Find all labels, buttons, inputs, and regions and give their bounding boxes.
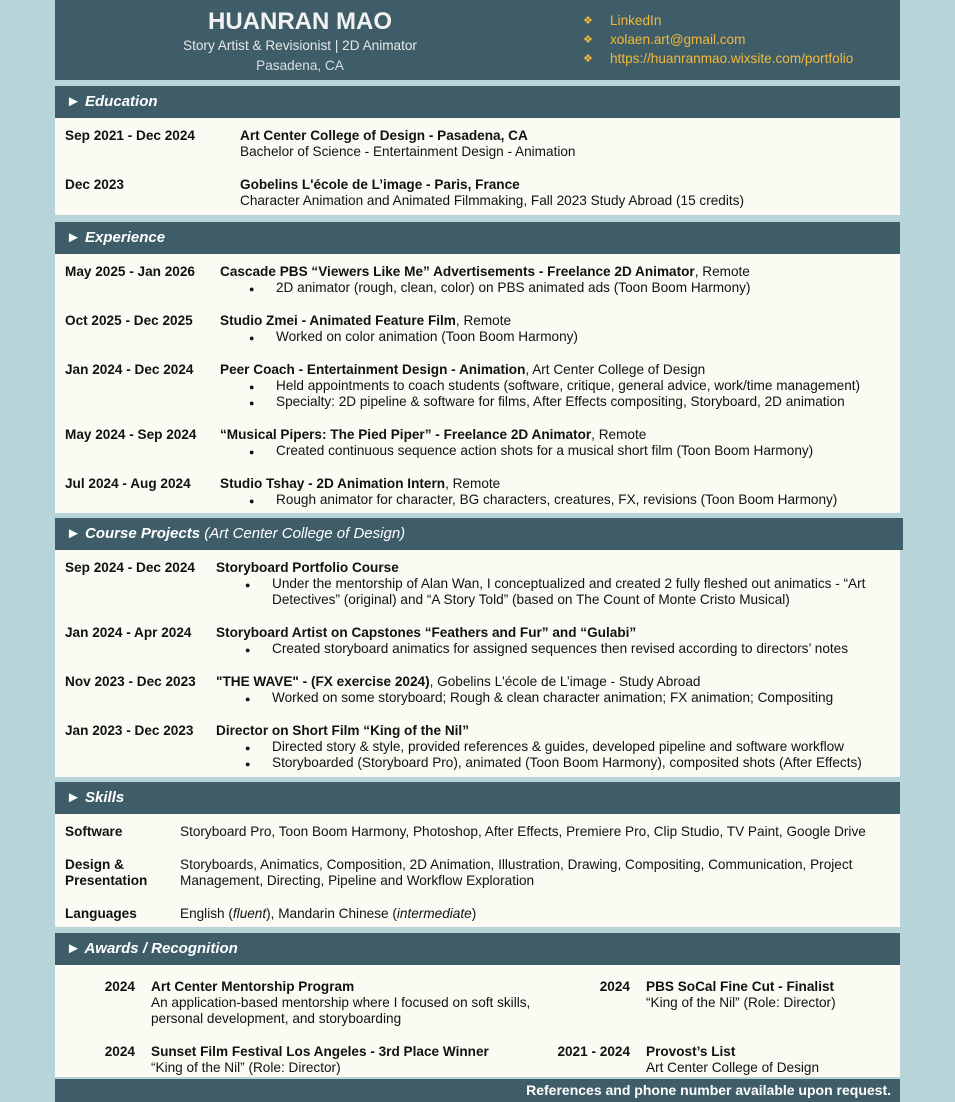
entry: [55, 674, 900, 706]
diamond-bullet-icon: ❖: [583, 34, 593, 46]
location: Pasadena, CA: [256, 58, 344, 73]
entry-title: Cascade PBS “Viewers Like Me” Advertisements - Freelance 2D Animator: [220, 264, 695, 279]
entry-title: Storyboard Artist on Capstones “Feathers and Fur” and “Gulabi”: [216, 625, 637, 640]
entry: [55, 625, 900, 657]
entry-date: Dec 2023: [65, 177, 124, 192]
entry-date: Jan 2023 - Dec 2023: [65, 723, 194, 738]
skill-row: [55, 824, 900, 840]
award-title: Sunset Film Festival Los Angeles - 3rd Place Winner: [151, 1044, 489, 1059]
bullet-item: ● Specialty: 2D pipeline & software for films, After Effects compositing, Storyboard, 2D animation: [276, 394, 900, 410]
skill-label: Software: [65, 824, 123, 839]
entry-location: , Remote: [591, 427, 647, 442]
entry: [55, 723, 900, 771]
entry-title: Art Center College of Design - Pasadena, CA: [240, 128, 528, 143]
award-year: 2024: [104, 1044, 135, 1059]
skill-row: [55, 906, 900, 922]
section-heading: ► Skills: [55, 782, 900, 814]
entry-location: , Gobelins L'école de L’image - Study Abroad: [429, 674, 701, 689]
entry-date: Sep 2021 - Dec 2024: [65, 128, 195, 143]
entry-location: , Remote: [445, 476, 501, 491]
award-detail: An application-based mentorship where I focused on soft skills, personal development, and storyboarding: [151, 995, 531, 1026]
bullet-item: ● Worked on color animation (Toon Boom Harmony): [276, 329, 900, 345]
bullet-item: ● Created continuous sequence action shots for a musical short film (Toon Boom Harmony): [276, 443, 900, 459]
skill-text: Storyboards, Animatics, Composition, 2D Animation, Illustration, Drawing, Compositing, Communication, Project Management, Directing, Pipeline and Workflow Exploration: [180, 857, 853, 888]
bullet-item: ● Created storyboard animatics for assigned sequences then revised according to directors’ notes: [272, 641, 900, 657]
section-heading: ► Course Projects (Art Center College of Design): [55, 518, 903, 550]
portfolio-link[interactable]: https://huanranmao.wixsite.com/portfolio: [610, 51, 854, 66]
entry-title: Studio Zmei - Animated Feature Film: [220, 313, 456, 328]
bullet-item: ● 2D animator (rough, clean, color) on PBS animated ads (Toon Boom Harmony): [276, 280, 900, 296]
award-detail: “King of the Nil” (Role: Director): [151, 1060, 341, 1075]
entry-date: May 2025 - Jan 2026: [65, 264, 195, 279]
skill-row: [55, 857, 900, 889]
skill-label: Languages: [65, 906, 137, 921]
section-heading: ► Awards / Recognition: [55, 933, 900, 965]
award-title: PBS SoCal Fine Cut - Finalist: [646, 979, 835, 994]
contact-list: [583, 11, 853, 68]
entry-title: Peer Coach - Entertainment Design - Animation: [220, 362, 526, 377]
email-link[interactable]: xolaen.art@gmail.com: [610, 32, 746, 47]
contact-email[interactable]: [583, 30, 853, 49]
award-detail: Art Center College of Design: [646, 1060, 820, 1075]
entry: [55, 476, 900, 508]
bullet-item: ● Directed story & style, provided references & guides, developed pipeline and software workflow: [272, 739, 900, 755]
course-projects-section: [55, 518, 903, 777]
award-year: 2024: [599, 979, 630, 994]
entry-detail: Bachelor of Science - Entertainment Design - Animation: [240, 144, 576, 159]
entry: [55, 128, 900, 160]
bullet-item: ● Storyboarded (Storyboard Pro), animated (Toon Boom Harmony), composited shots (After Effects): [272, 755, 900, 771]
entry-title: Storyboard Portfolio Course: [216, 560, 399, 575]
skill-text: English (fluent), Mandarin Chinese (intermediate): [180, 906, 477, 921]
entry-location: , Remote: [455, 313, 512, 328]
entry-title: “Musical Pipers: The Pied Piper” - Freelance 2D Animator: [220, 427, 592, 442]
bullet-item: ● Under the mentorship of Alan Wan, I conceptualized and created 2 fully fleshed out animatics - “Art Detectives” (original) and “A Story Told” (based on The Count of Monte Cristo Musical): [272, 576, 900, 608]
entry-date: Sep 2024 - Dec 2024: [65, 560, 195, 575]
diamond-bullet-icon: ❖: [583, 53, 593, 65]
contact-portfolio[interactable]: [583, 49, 853, 68]
experience-section: [55, 222, 900, 513]
skill-text: Storyboard Pro, Toon Boom Harmony, Photoshop, After Effects, Premiere Pro, Clip Studio, TV Paint, Google Drive: [180, 824, 866, 839]
entry-title: Studio Tshay - 2D Animation Intern: [220, 476, 446, 491]
entry-title: Director on Short Film “King of the Nil”: [216, 723, 469, 738]
section-heading: ► Experience: [55, 222, 900, 254]
entry-date: Jul 2024 - Aug 2024: [65, 476, 191, 491]
entry-detail: Character Animation and Animated Filmmaking, Fall 2023 Study Abroad (15 credits): [240, 193, 744, 208]
bullet-item: ● Rough animator for character, BG characters, creatures, FX, revisions (Toon Boom Harmony): [276, 492, 900, 508]
award-title: Provost’s List: [646, 1044, 736, 1059]
entry: [55, 362, 900, 410]
diamond-bullet-icon: ❖: [583, 15, 593, 27]
bullet-item: ● Worked on some storyboard; Rough & clean character animation; FX animation; Compositing: [272, 690, 900, 706]
entry-title: Gobelins L'école de L’image - Paris, France: [240, 177, 520, 192]
entry: [55, 177, 900, 209]
award-title: Art Center Mentorship Program: [151, 979, 355, 994]
entry-location: , Art Center College of Design: [525, 362, 706, 377]
entry-date: Oct 2025 - Dec 2025: [65, 313, 193, 328]
entry: [55, 313, 900, 345]
skills-section: [55, 782, 900, 927]
entry-date: May 2024 - Sep 2024: [65, 427, 197, 442]
skill-label: Design & Presentation: [65, 857, 148, 888]
name: HUANRAN MAO: [208, 8, 392, 35]
awards-section: [55, 933, 900, 1077]
resume-header: [55, 0, 900, 80]
entry-date: Jan 2024 - Dec 2024: [65, 362, 194, 377]
entry-title: "THE WAVE" - (FX exercise 2024): [216, 674, 430, 689]
award-detail: “King of the Nil” (Role: Director): [646, 995, 836, 1010]
section-heading: ► Education: [55, 86, 900, 118]
entry-date: Jan 2024 - Apr 2024: [65, 625, 192, 640]
award-year: 2021 - 2024: [557, 1044, 630, 1059]
entry-date: Nov 2023 - Dec 2023: [65, 674, 196, 689]
entry: [55, 264, 900, 296]
entry-location: , Remote: [694, 264, 750, 279]
entry: [55, 560, 900, 608]
linkedin-link[interactable]: LinkedIn: [610, 13, 662, 28]
education-section: [55, 86, 900, 215]
entry: [55, 427, 900, 459]
bullet-item: ● Held appointments to coach students (software, critique, general advice, work/time management): [276, 378, 900, 394]
award-year: 2024: [104, 979, 135, 994]
footer-note: References and phone number available upon request.: [55, 1079, 900, 1102]
subtitle: Story Artist & Revisionist | 2D Animator: [183, 38, 417, 53]
contact-linkedin[interactable]: [583, 11, 853, 30]
